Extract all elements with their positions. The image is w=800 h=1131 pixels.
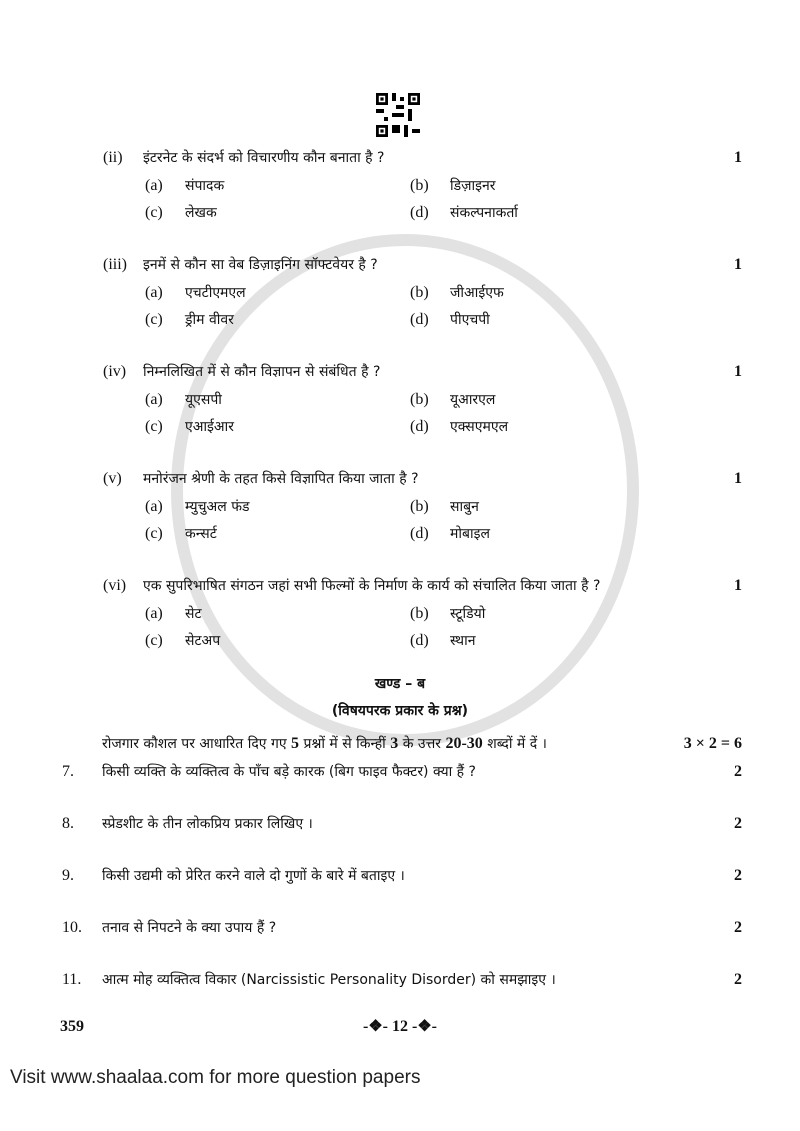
option-label: (b) [410,498,429,515]
option-label: (b) [410,284,429,301]
question-number: (iii) [103,256,127,273]
option-text: एचटीएमएल [185,285,246,301]
option-text: डिज़ाइनर [450,178,496,194]
option-label: (d) [410,418,429,435]
option-label: (a) [145,177,163,194]
option [410,604,675,624]
option [145,497,410,517]
option-label: (c) [145,525,163,542]
question-text: आत्म मोह व्यक्तित्व विकार (Narcissistic Personality Disorder) को समझाइए । [102,972,556,988]
question-number: 8. [62,815,74,832]
option [410,176,675,196]
option-text: यूआरएल [450,392,496,408]
option [145,176,410,196]
question-text: स्प्रेडशीट के तीन लोकप्रिय प्रकार लिखिए । [102,816,313,832]
option [410,283,675,303]
instruction-text: के उत्तर [398,736,446,752]
instruction-text-block [102,734,684,754]
question [0,970,800,990]
option [410,631,675,651]
question-marks: 1 [734,470,742,487]
short-answer-questions [0,762,800,990]
section-marks: 3 × 2 = 6 [683,735,742,752]
option-text: एक्सएमएल [450,419,509,435]
question [0,814,800,834]
question-text: एक सुपरिभाषित संगठन जहां सभी फिल्मों के निर्माण के कार्य को संचालित किया जाता है ? [143,578,601,594]
option-label: (d) [410,311,429,328]
option-label: (a) [145,284,163,301]
question-marks: 2 [734,815,742,832]
option-label: (d) [410,525,429,542]
question-marks: 2 [734,971,742,988]
page-number: -❖- 12 -❖- [363,1018,437,1035]
instruction-text: प्रश्नों में से किन्हीं [299,736,391,752]
option-text: म्युचुअल फंड [185,499,250,515]
question [0,866,800,886]
option-text: ड्रीम वीवर [185,312,234,328]
option-text: मोबाइल [450,526,490,542]
option-text: स्टूडियो [450,606,486,622]
option-text: कन्सर्ट [185,526,217,542]
question [0,762,800,782]
option-text: लेखक [185,205,217,221]
question-text: किसी व्यक्ति के व्यक्तित्व के पाँच बड़े कारक (बिग फाइव फैक्टर) क्या हैं ? [102,764,476,780]
question-text: निम्नलिखित में से कौन विज्ञापन से संबंधित है ? [143,364,381,380]
option [410,524,675,544]
option-text: एआईआर [185,419,234,435]
option-text: यूएसपी [185,392,222,408]
instruction-count: 5 [291,735,300,752]
instruction-words: 20-30 [445,735,483,752]
options-grid [145,497,800,544]
question-marks: 1 [734,577,742,594]
option-label: (a) [145,391,163,408]
option [145,310,410,330]
mcq-question [0,576,800,651]
option [410,497,675,517]
options-grid [145,604,800,651]
question-marks: 2 [734,867,742,884]
option [145,283,410,303]
option [145,417,410,437]
option [410,417,675,437]
option-label: (c) [145,204,163,221]
option [410,390,675,410]
question-number: 9. [62,867,74,884]
mcq-question [0,362,800,437]
question-number: 11. [62,971,82,988]
option [410,310,675,330]
question-text: मनोरंजन श्रेणी के तहत किसे विज्ञापित किया जाता है ? [143,471,419,487]
option [145,631,410,651]
option-label: (b) [410,177,429,194]
mcq-question [0,469,800,544]
section-instruction [0,734,800,754]
question-text: तनाव से निपटने के क्या उपाय हैं ? [102,920,277,936]
mcq-section [0,148,800,651]
question-marks: 2 [734,919,742,936]
question-marks: 1 [734,363,742,380]
option-label: (c) [145,632,163,649]
option-text: संकल्पनाकर्ता [450,205,518,221]
option-label: (b) [410,605,429,622]
instruction-text: शब्दों में दें । [482,736,547,752]
question-text: इनमें से कौन सा वेब डिज़ाइनिंग सॉफ्टवेयर है ? [143,257,378,273]
option-label: (a) [145,605,163,622]
question-number: 7. [62,763,74,780]
option-text: जीआईएफ [450,285,504,301]
question-number: (iv) [103,363,127,380]
question-text: किसी उद्यमी को प्रेरित करने वाले दो गुणों के बारे में बताइए । [102,868,405,884]
option-text: सेटअप [185,633,221,649]
option-text: स्थान [450,633,476,649]
shaalaa-link[interactable]: Visit www.shaalaa.com for more question papers [10,1067,421,1088]
question-marks: 2 [734,763,742,780]
options-grid [145,176,800,223]
paper-code: 359 [60,1018,84,1035]
option [145,390,410,410]
question-text: इंटरनेट के संदर्भ को विचारणीय कौन बनाता है ? [143,150,385,166]
instruction-text: रोजगार कौशल पर आधारित दिए गए [102,736,292,752]
option-label: (d) [410,632,429,649]
option [145,203,410,223]
option-text: सेट [185,606,202,622]
mcq-question [0,148,800,223]
option-label: (a) [145,498,163,515]
option-label: (c) [145,311,163,328]
question [0,918,800,938]
page-footer [0,1017,800,1037]
options-grid [145,283,800,330]
option-label: (b) [410,391,429,408]
section-title: खण्ड – ब [374,676,426,692]
instruction-choice: 3 [390,735,399,752]
option-text: पीएचपी [450,312,490,328]
option [410,203,675,223]
question-marks: 1 [734,149,742,166]
mcq-question [0,255,800,330]
question-number: (v) [103,470,122,487]
option-text: संपादक [185,178,225,194]
option-text: साबुन [450,499,479,515]
section-subtitle: (विषयपरक प्रकार के प्रश्न) [331,703,469,719]
question-number: (vi) [103,577,127,594]
options-grid [145,390,800,437]
option-label: (d) [410,204,429,221]
question-number: (ii) [103,149,123,166]
option [145,604,410,624]
option-label: (c) [145,418,163,435]
question-marks: 1 [734,256,742,273]
option [145,524,410,544]
question-number: 10. [62,919,82,936]
